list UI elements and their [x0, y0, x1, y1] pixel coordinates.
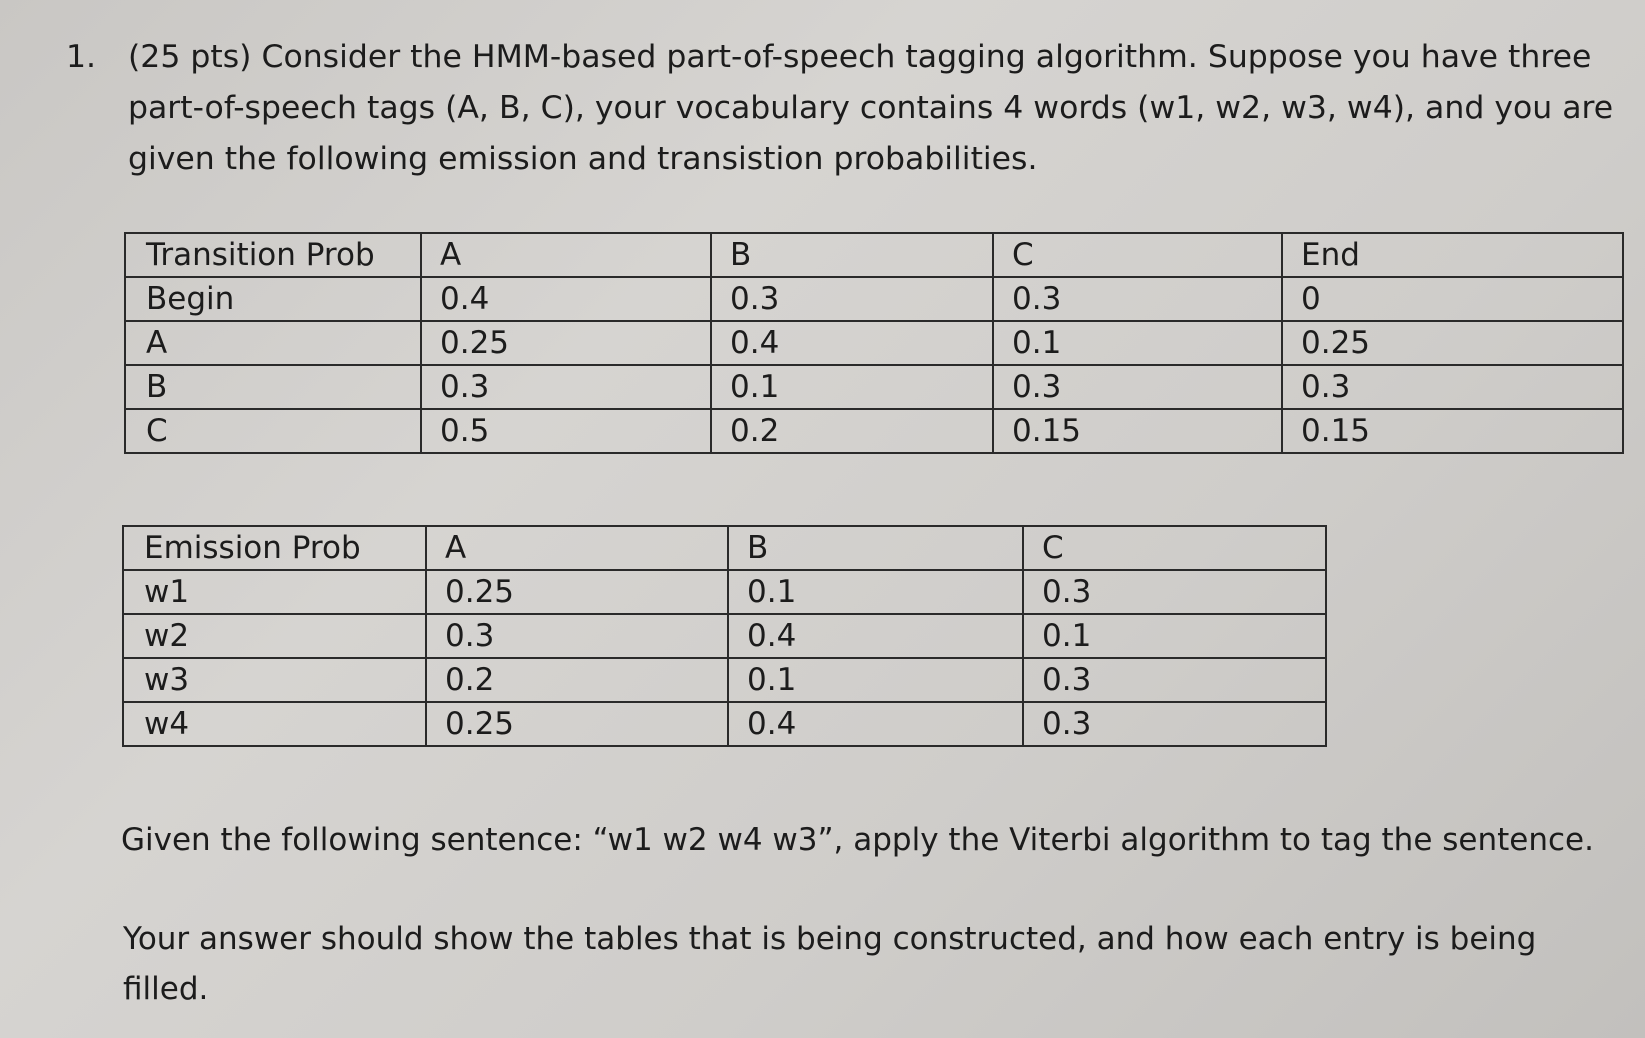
table-row — [123, 702, 1326, 746]
table-header-cell: C — [993, 233, 1282, 277]
table-row-label: C — [125, 409, 421, 453]
table-cell: 0.2 — [711, 409, 993, 453]
table-cell: 0 — [1282, 277, 1623, 321]
emission-probability-table — [122, 525, 1327, 747]
table-row-label: A — [125, 321, 421, 365]
table-header-cell: A — [421, 233, 711, 277]
table-cell: 0.3 — [1023, 570, 1326, 614]
table-cell: 0.1 — [728, 658, 1023, 702]
table-cell: 0.4 — [728, 614, 1023, 658]
table-row-label: w4 — [123, 702, 426, 746]
table-row — [125, 409, 1623, 453]
transition-probability-table — [124, 232, 1624, 454]
table-row-label: w2 — [123, 614, 426, 658]
question-line: (25 pts) Consider the HMM-based part-of-speech tagging algorithm. Suppose you have three — [128, 39, 1592, 75]
table-row — [125, 277, 1623, 321]
table-cell: 0.2 — [426, 658, 728, 702]
table-row-label: w3 — [123, 658, 426, 702]
table-cell: 0.3 — [1282, 365, 1623, 409]
table-cell: 0.3 — [711, 277, 993, 321]
table-row — [123, 570, 1326, 614]
table-cell: 0.25 — [1282, 321, 1623, 365]
table-cell: 0.1 — [993, 321, 1282, 365]
table-cell: 0.5 — [421, 409, 711, 453]
table-header-cell: Transition Prob — [125, 233, 421, 277]
viterbi-instruction: Given the following sentence: “w1 w2 w4 w3”, apply the Viterbi algorithm to tag the sentence. — [121, 822, 1594, 858]
table-cell: 0.4 — [711, 321, 993, 365]
table-cell: 0.15 — [993, 409, 1282, 453]
table-cell: 0.3 — [421, 365, 711, 409]
table-row-label: w1 — [123, 570, 426, 614]
table-header-cell: B — [728, 526, 1023, 570]
table-cell: 0.3 — [426, 614, 728, 658]
question-line: given the following emission and transistion probabilities. — [128, 141, 1038, 177]
table-cell: 0.3 — [1023, 702, 1326, 746]
table-cell: 0.15 — [1282, 409, 1623, 453]
table-cell: 0.25 — [426, 702, 728, 746]
table-header-cell: Emission Prob — [123, 526, 426, 570]
table-row — [123, 658, 1326, 702]
table-header-row — [125, 233, 1623, 277]
table-header-cell: A — [426, 526, 728, 570]
question-line: part-of-speech tags (A, B, C), your vocabulary contains 4 words (w1, w2, w3, w4), and you are — [128, 90, 1614, 126]
table-row — [125, 365, 1623, 409]
table-cell: 0.1 — [728, 570, 1023, 614]
table-cell: 0.3 — [993, 365, 1282, 409]
table-row-label: B — [125, 365, 421, 409]
question-number: 1. — [66, 39, 97, 75]
table-row — [125, 321, 1623, 365]
table-cell: 0.3 — [993, 277, 1282, 321]
table-cell: 0.4 — [421, 277, 711, 321]
answer-instruction: Your answer should show the tables that is being constructed, and how each entry is being filled. — [123, 921, 1537, 1007]
table-header-cell: End — [1282, 233, 1623, 277]
question-text — [128, 32, 1623, 185]
table-cell: 0.4 — [728, 702, 1023, 746]
table-cell: 0.1 — [1023, 614, 1326, 658]
table-header-cell: B — [711, 233, 993, 277]
table-header-cell: C — [1023, 526, 1326, 570]
table-row-label: Begin — [125, 277, 421, 321]
table-row — [123, 614, 1326, 658]
table-cell: 0.3 — [1023, 658, 1326, 702]
table-cell: 0.25 — [426, 570, 728, 614]
table-header-row — [123, 526, 1326, 570]
table-cell: 0.1 — [711, 365, 993, 409]
table-cell: 0.25 — [421, 321, 711, 365]
